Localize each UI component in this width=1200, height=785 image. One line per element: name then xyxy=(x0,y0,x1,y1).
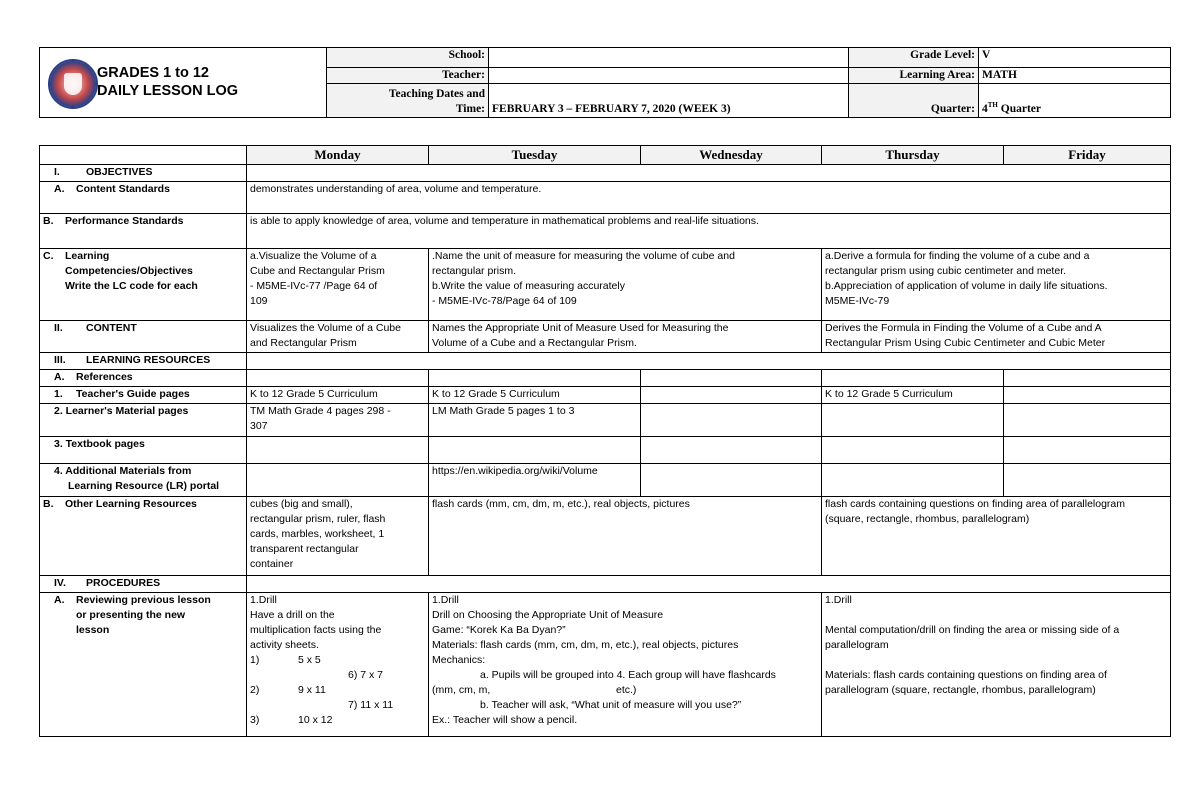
item-value: 10 x 12 xyxy=(298,714,333,726)
other-resources-tuesday: flash cards (mm, cm, dm, m, etc.), real objects, pictures xyxy=(429,497,822,576)
title-line-2: DAILY LESSON LOG xyxy=(97,83,238,99)
teaching-dates-label xyxy=(327,84,489,118)
text-part: etc.) xyxy=(616,684,637,696)
item-value: 5 x 5 xyxy=(298,654,321,666)
text-line: Cube and Rectangular Prism xyxy=(250,265,385,277)
text-part: (mm, cm, m, xyxy=(432,684,491,696)
grade-level-field[interactable]: V xyxy=(979,48,1171,68)
item-value: 9 x 11 xyxy=(298,684,326,696)
competencies-monday xyxy=(247,249,429,321)
objectives-value xyxy=(247,165,1171,182)
row-num: C. xyxy=(43,250,54,262)
row-num: A. xyxy=(54,183,65,195)
teachers-guide-tuesday: K to 12 Grade 5 Curriculum xyxy=(429,387,641,404)
section-title: OBJECTIVES xyxy=(86,166,153,178)
references-monday xyxy=(247,370,429,387)
learners-material-label: 2. Learner's Material pages xyxy=(40,404,247,437)
teaching-dates-label-line2: Time: xyxy=(455,103,485,115)
text-line: flash cards containing questions on finding area of parallelogram xyxy=(825,498,1126,510)
text-line: b.Write the value of measuring accurately xyxy=(432,280,625,292)
textbook-monday xyxy=(247,437,429,464)
text-line: and Rectangular Prism xyxy=(250,337,357,349)
deped-seal-icon xyxy=(48,59,98,109)
reviewing-thursday xyxy=(822,593,1171,737)
references-friday xyxy=(1004,370,1171,387)
text-line: cubes (big and small), xyxy=(250,498,353,510)
procedures-label xyxy=(40,576,247,593)
text-line: 1.Drill xyxy=(825,594,852,606)
text-line: 109 xyxy=(250,295,268,307)
row-title: References xyxy=(76,371,133,383)
text-line: Materials: flash cards containing questions on finding area of xyxy=(825,669,1107,681)
content-standards-value: demonstrates understanding of area, volume and temperature. xyxy=(247,182,1171,214)
teachers-guide-monday: K to 12 Grade 5 Curriculum xyxy=(247,387,429,404)
reviewing-monday xyxy=(247,593,429,737)
references-tuesday xyxy=(429,370,641,387)
day-header-tuesday: Tuesday xyxy=(429,146,641,165)
text-line: b. Teacher will ask, “What unit of measure will you use?” xyxy=(480,699,742,711)
additional-materials-label xyxy=(40,464,247,497)
objectives-label xyxy=(40,165,247,182)
row-title: Other Learning Resources xyxy=(65,498,197,510)
row-title-line1: Learning xyxy=(65,250,110,262)
text-line: Mental computation/drill on finding the area or missing side of a xyxy=(825,624,1120,636)
teacher-label: Teacher: xyxy=(327,68,489,84)
row-title-line2: Competencies/Objectives xyxy=(65,265,193,277)
text-line xyxy=(432,683,818,698)
learners-material-thursday xyxy=(822,404,1004,437)
drill-item: 7) 11 x 11 xyxy=(348,699,394,711)
text-line: Drill on Choosing the Appropriate Unit of Measure xyxy=(432,609,664,621)
competencies-label xyxy=(40,249,247,321)
textbook-wednesday xyxy=(641,437,822,464)
procedures-value xyxy=(247,576,1171,593)
item-num: 3) xyxy=(250,714,260,726)
row-title: Performance Standards xyxy=(65,215,184,227)
text-line: 307 xyxy=(250,420,268,432)
content-monday xyxy=(247,321,429,353)
text-line: cards, marbles, worksheet, 1 xyxy=(250,528,385,540)
learners-material-tuesday: LM Math Grade 5 pages 1 to 3 xyxy=(429,404,641,437)
row-num: A. xyxy=(54,371,65,383)
day-header-thursday: Thursday xyxy=(822,146,1004,165)
section-num: I. xyxy=(54,166,60,178)
learners-material-wednesday xyxy=(641,404,822,437)
learners-material-monday xyxy=(247,404,429,437)
section-title: CONTENT xyxy=(86,322,137,334)
content-tuesday xyxy=(429,321,822,353)
additional-materials-thursday xyxy=(822,464,1004,497)
text-line: a.Derive a formula for finding the volume of a cube and a xyxy=(825,250,1090,262)
corner-cell xyxy=(40,146,247,165)
header-logo-cell xyxy=(40,48,327,118)
references-label xyxy=(40,370,247,387)
textbook-tuesday xyxy=(429,437,641,464)
text-line: 1.Drill xyxy=(432,594,459,606)
learning-resources-value xyxy=(247,353,1171,370)
section-title: LEARNING RESOURCES xyxy=(86,354,211,366)
content-label xyxy=(40,321,247,353)
drill-item: 6) 7 x 7 xyxy=(348,669,384,681)
text-line: rectangular prism, ruler, flash xyxy=(250,513,386,525)
text-line: M5ME-IVc-79 xyxy=(825,295,890,307)
textbook-thursday xyxy=(822,437,1004,464)
other-resources-label xyxy=(40,497,247,576)
school-label: School: xyxy=(327,48,489,68)
teaching-dates-field[interactable]: FEBRUARY 3 – FEBRUARY 7, 2020 (WEEK 3) xyxy=(489,84,849,118)
row-title: Teacher's Guide pages xyxy=(76,388,190,400)
teachers-guide-friday xyxy=(1004,387,1171,404)
quarter-label: Quarter: xyxy=(849,84,979,118)
teachers-guide-wednesday xyxy=(641,387,822,404)
text-line: Names the Appropriate Unit of Measure Used for Measuring the xyxy=(432,322,729,334)
learning-resources-label xyxy=(40,353,247,370)
day-header-wednesday: Wednesday xyxy=(641,146,822,165)
row-title-line3: Write the LC code for each xyxy=(65,280,198,292)
row-num: B. xyxy=(43,215,54,227)
learning-area-label: Learning Area: xyxy=(849,68,979,84)
section-title: PROCEDURES xyxy=(86,577,161,589)
text-line: .Name the unit of measure for measuring the volume of cube and xyxy=(432,250,735,262)
additional-materials-wednesday xyxy=(641,464,822,497)
text-line: (square, rectangle, rhombus, parallelogram) xyxy=(825,513,1030,525)
quarter-field[interactable] xyxy=(979,84,1171,118)
text-line: transparent rectangular xyxy=(250,543,359,555)
text-line: Game: “Korek Ka Ba Dyan?” xyxy=(432,624,566,636)
grade-level-label: Grade Level: xyxy=(849,48,979,68)
row-title: Content Standards xyxy=(76,183,170,195)
teaching-dates-label-line1: Teaching Dates and xyxy=(388,88,485,100)
text-line: 1.Drill xyxy=(250,594,277,606)
other-resources-thursday xyxy=(822,497,1171,576)
item-num: 2) xyxy=(250,684,260,696)
row-num: A. xyxy=(54,594,65,606)
other-resources-monday xyxy=(247,497,429,576)
text-line: Rectangular Prism Using Cubic Centimeter and Cubic Meter xyxy=(825,337,1106,349)
drill-item xyxy=(250,653,425,668)
text-line: Derives the Formula in Finding the Volume of a Cube and A xyxy=(825,322,1102,334)
row-title-line2: or presenting the new xyxy=(76,609,186,621)
teacher-field[interactable] xyxy=(489,68,849,84)
header-table xyxy=(39,47,1171,118)
learners-material-friday xyxy=(1004,404,1171,437)
quarter-number: 4 xyxy=(982,103,988,115)
row-num: B. xyxy=(43,498,54,510)
reviewing-tuesday xyxy=(429,593,822,737)
references-thursday xyxy=(822,370,1004,387)
text-line: a. Pupils will be grouped into 4. Each group will have flashcards xyxy=(480,669,776,681)
text-line: parallelogram (square, rectangle, rhombus, parallelogram) xyxy=(825,684,1096,696)
additional-materials-monday xyxy=(247,464,429,497)
title-line-1: GRADES 1 to 12 xyxy=(97,65,209,81)
text-line: b.Appreciation of application of volume in daily life situations. xyxy=(825,280,1108,292)
teachers-guide-thursday: K to 12 Grade 5 Curriculum xyxy=(822,387,1004,404)
content-thursday xyxy=(822,321,1171,353)
text-line: a.Visualize the Volume of a xyxy=(250,250,377,262)
day-header-monday: Monday xyxy=(247,146,429,165)
competencies-tuesday xyxy=(429,249,822,321)
text-line: multiplication facts using the xyxy=(250,624,382,636)
drill-item xyxy=(250,713,425,728)
section-num: IV. xyxy=(54,577,66,589)
text-line: rectangular prism using cubic centimeter and meter. xyxy=(825,265,1067,277)
row-title-line1: 4. Additional Materials from xyxy=(54,465,192,477)
additional-materials-friday xyxy=(1004,464,1171,497)
row-title-line2: Learning Resource (LR) portal xyxy=(68,480,220,492)
text-line: container xyxy=(250,558,294,570)
learning-area-field[interactable]: MATH xyxy=(979,68,1171,84)
text-line: activity sheets. xyxy=(250,639,319,651)
section-num: III. xyxy=(54,354,66,366)
lesson-log-table xyxy=(39,145,1171,737)
textbook-friday xyxy=(1004,437,1171,464)
additional-materials-tuesday[interactable]: https://en.wikipedia.org/wiki/Volume xyxy=(429,464,641,497)
text-line: Volume of a Cube and a Rectangular Prism. xyxy=(432,337,637,349)
row-title-line3: lesson xyxy=(76,624,110,636)
text-line: - M5ME-IVc-77 /Page 64 of xyxy=(250,280,378,292)
row-title-line1: Reviewing previous lesson xyxy=(76,594,211,606)
text-line: TM Math Grade 4 pages 298 - xyxy=(250,405,391,417)
text-line: Materials: flash cards (mm, cm, dm, m, etc.), real objects, pictures xyxy=(432,639,739,651)
drill-item xyxy=(250,683,425,698)
quarter-sup: TH xyxy=(987,101,998,110)
text-line: Ex.: Teacher will show a pencil. xyxy=(432,714,578,726)
text-line: Mechanics: xyxy=(432,654,486,666)
content-standards-label xyxy=(40,182,247,214)
text-line: - M5ME-IVc-78/Page 64 of 109 xyxy=(432,295,577,307)
references-wednesday xyxy=(641,370,822,387)
textbook-label: 3. Textbook pages xyxy=(40,437,247,464)
section-num: II. xyxy=(54,322,63,334)
text-line: Have a drill on the xyxy=(250,609,335,621)
text-line: rectangular prism. xyxy=(432,265,517,277)
teachers-guide-label xyxy=(40,387,247,404)
school-field[interactable] xyxy=(489,48,849,68)
quarter-suffix: Quarter xyxy=(997,103,1041,115)
day-header-friday: Friday xyxy=(1004,146,1171,165)
performance-standards-value: is able to apply knowledge of area, volume and temperature in mathematical problems and real-life situations. xyxy=(247,214,1171,249)
reviewing-label xyxy=(40,593,247,737)
text-line: parallelogram xyxy=(825,639,889,651)
performance-standards-label xyxy=(40,214,247,249)
text-line: Visualizes the Volume of a Cube xyxy=(250,322,401,334)
item-num: 1) xyxy=(250,654,260,666)
row-num: 1. xyxy=(54,388,63,400)
document-title xyxy=(97,64,238,100)
competencies-thursday xyxy=(822,249,1171,321)
